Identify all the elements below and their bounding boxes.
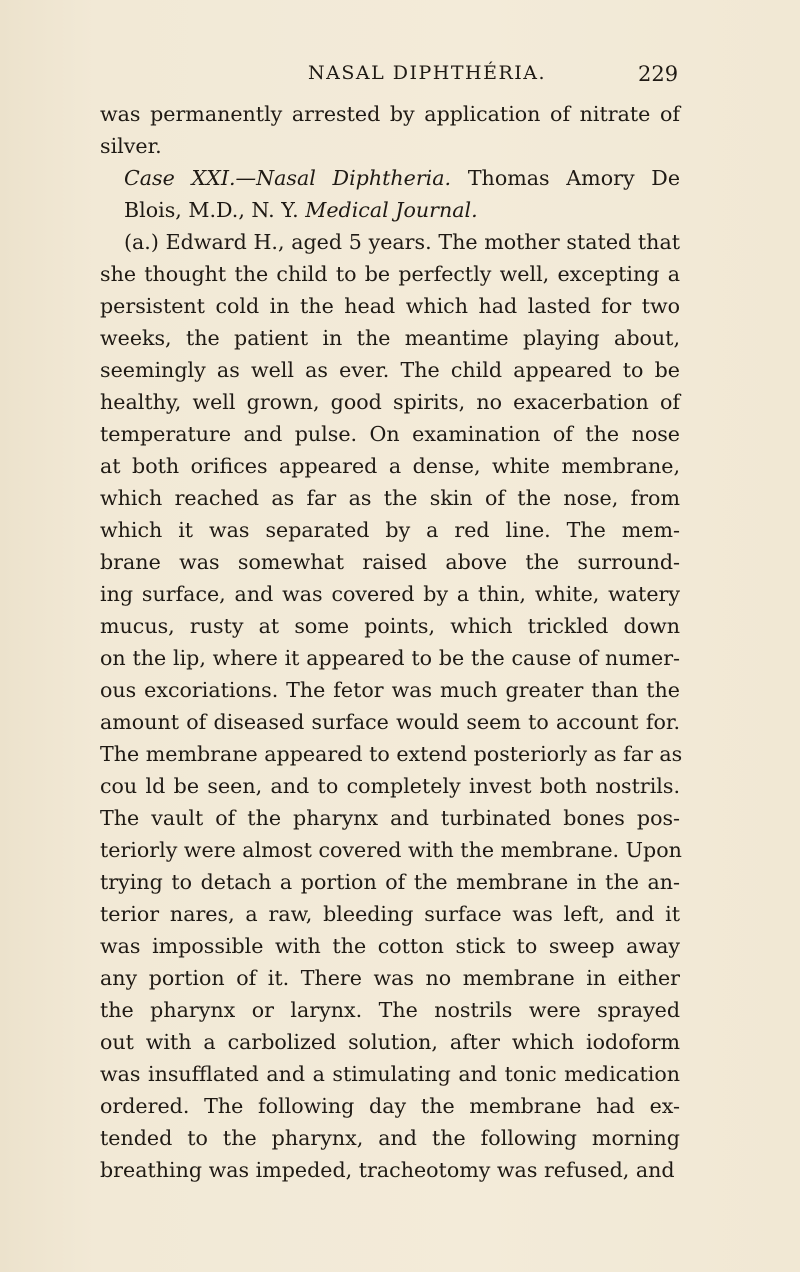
case-heading-line [100,162,680,194]
page-number: 229 [638,62,679,86]
text-line: brane was somewhat raised above the surround- [100,550,680,574]
text-line: ing surface, and was covered by a thin, white, watery [100,582,680,606]
text-line: The vault of the pharynx and turbinated bones pos- [100,806,680,830]
running-head [0,62,800,92]
text-line: was insufflated and a stimulating and tonic medication [100,1062,680,1086]
running-head-title: NASAL DIPHTHÉRIA. [308,62,547,84]
text-line: amount of diseased surface would seem to account for. [100,710,680,734]
text-line: on the lip, where it appeared to be the cause of numer- [100,646,680,670]
text-line: (a.) Edward H., aged 5 years. The mother stated that [124,230,680,254]
text-line: which reached as far as the skin of the nose, from [100,486,680,510]
text-line: was permanently arrested by application of nitrate of [100,102,680,126]
text-line: teriorly were almost covered with the membrane. Upon [100,838,682,862]
case-source-author: Blois, M.D., N. Y. [124,198,306,222]
case-source-line [100,194,680,226]
case-label: Case XXI.—Nasal Diphtheria. [124,166,452,190]
text-line: cou ld be seen, and to completely invest both nostrils. [100,774,680,798]
case-author: Thomas Amory De [451,166,681,190]
text-line: any portion of it. There was no membrane in either [100,966,680,990]
text-line: ordered. The following day the membrane had ex- [100,1094,680,1118]
text-line: seemingly as well as ever. The child appeared to be [100,358,680,382]
text-line: she thought the child to be perfectly well, excepting a [100,262,680,286]
text-line: breathing was impeded, tracheotomy was refused, and [100,1158,675,1182]
body-text [100,98,683,1186]
journal-title: Medical Journal. [305,198,478,222]
text-line: healthy, well grown, good spirits, no exacerbation of [100,390,680,414]
text-line: The membrane appeared to extend posteriorly as far as [100,742,683,766]
text-line: weeks, the patient in the meantime playing about, [100,326,680,350]
text-line: trying to detach a portion of the membrane in the an- [100,870,680,894]
text-line: at both orifices appeared a dense, white membrane, [100,454,680,478]
text-line: ous excoriations. The fetor was much greater than the [100,678,680,702]
text-line: silver. [100,134,162,158]
text-line: mucus, rusty at some points, which trickled down [100,614,680,638]
text-line: persistent cold in the head which had lasted for two [100,294,680,318]
text-line: which it was separated by a red line. The mem- [100,518,680,542]
text-line: terior nares, a raw, bleeding surface was left, and it [100,902,680,926]
text-line: was impossible with the cotton stick to sweep away [100,934,680,958]
text-line: temperature and pulse. On examination of the nose [100,422,680,446]
text-line: the pharynx or larynx. The nostrils were sprayed [100,998,680,1022]
text-line: out with a carbolized solution, after which iodoform [100,1030,680,1054]
text-line: tended to the pharynx, and the following morning [100,1126,680,1150]
